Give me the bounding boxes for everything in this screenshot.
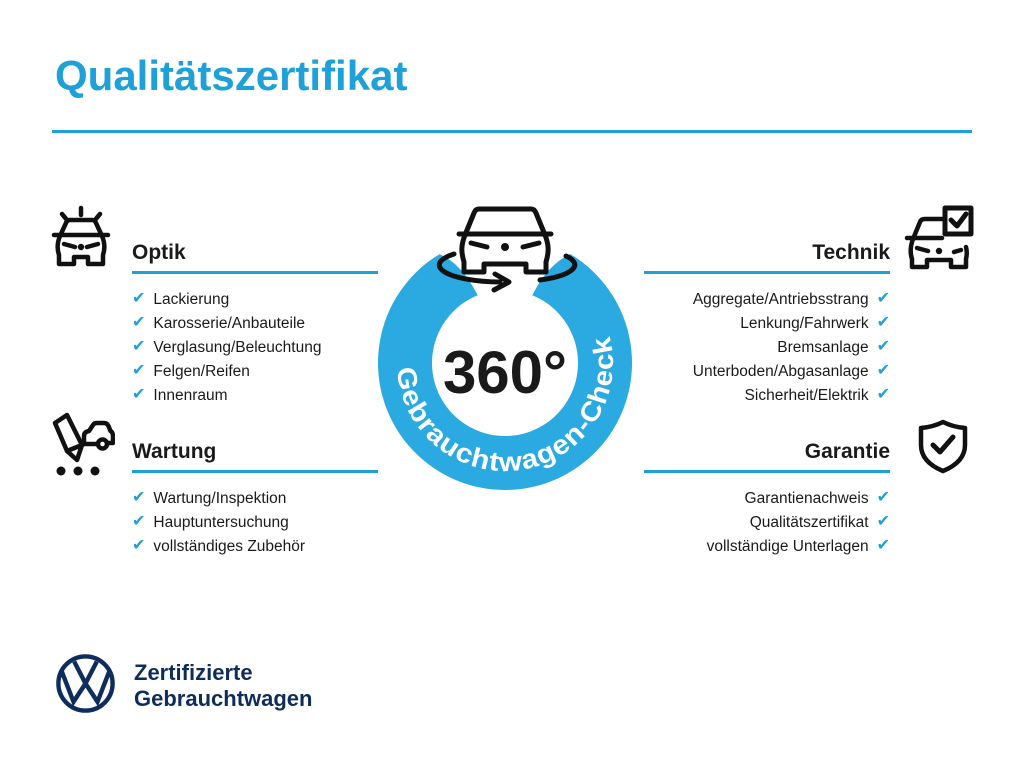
checklist-item: [644, 487, 890, 511]
footer-brand-text: [134, 660, 312, 712]
checklist-item: [644, 360, 890, 384]
check-icon: ✔: [132, 338, 146, 355]
check-icon: ✔: [132, 386, 146, 403]
title-divider: [52, 130, 972, 133]
checklist-item: [132, 312, 378, 336]
check-icon: ✔: [876, 362, 890, 379]
checklist-item-label: vollständige Unterlagen: [706, 538, 869, 555]
section-wartung-title: Wartung: [132, 440, 217, 463]
section-wartung: [132, 435, 378, 559]
check-icon: ✔: [876, 290, 890, 307]
check-icon: ✔: [132, 290, 146, 307]
sparkle-car-icon: [48, 204, 114, 272]
check-icon: ✔: [876, 314, 890, 331]
section-technik: [644, 236, 890, 408]
checklist-item-label: Garantienachweis: [744, 490, 869, 507]
badge-ring-label: Gebrauchtwagen-Check: [390, 335, 620, 478]
shield-check-icon: [917, 418, 969, 474]
checklist-item: [132, 535, 378, 559]
check-icon: ✔: [876, 386, 890, 403]
footer-brand-line1: Zertifizierte: [134, 660, 253, 685]
car-360-rotate-icon: [439, 209, 575, 290]
checklist-item: [644, 384, 890, 408]
page-title: Qualitätszertifikat: [55, 52, 408, 99]
section-technik-list: [644, 288, 890, 408]
checklist-item-label: Aggregate/Antriebsstrang: [692, 291, 869, 308]
footer-brand-line2: Gebrauchtwagen: [134, 686, 313, 711]
checklist-item: [644, 312, 890, 336]
checklist-item-label: Verglasung/Beleuchtung: [153, 339, 322, 356]
checklist-item-label: Hauptuntersuchung: [153, 514, 289, 531]
pencil-car-icon: [47, 408, 115, 480]
checklist-item: [644, 288, 890, 312]
section-divider: [644, 470, 890, 473]
checklist-item-label: Unterboden/Abgasanlage: [692, 363, 869, 380]
section-garantie: [644, 435, 890, 559]
checklist-item: [132, 384, 378, 408]
checklist-item-label: Innenraum: [153, 387, 228, 404]
vw-logo-icon: [54, 652, 117, 715]
section-technik-title: Technik: [812, 241, 890, 264]
car-checklist-icon: [903, 205, 975, 273]
section-divider: [132, 271, 378, 274]
checklist-item: [132, 336, 378, 360]
check-icon: ✔: [132, 513, 146, 530]
checklist-item-label: Wartung/Inspektion: [153, 490, 287, 507]
check-icon: ✔: [132, 314, 146, 331]
badge-360: [360, 185, 650, 505]
checklist-item: [132, 360, 378, 384]
check-icon: ✔: [876, 338, 890, 355]
checklist-item: [644, 336, 890, 360]
section-optik: [132, 236, 378, 408]
check-icon: ✔: [876, 489, 890, 506]
checklist-item: [132, 288, 378, 312]
check-icon: ✔: [876, 537, 890, 554]
check-icon: ✔: [876, 513, 890, 530]
section-divider: [132, 470, 378, 473]
check-icon: ✔: [132, 489, 146, 506]
section-wartung-list: [132, 487, 378, 559]
checklist-item: [132, 487, 378, 511]
checklist-item-label: Sicherheit/Elektrik: [744, 387, 869, 404]
section-garantie-list: [644, 487, 890, 559]
checklist-item-label: Lackierung: [153, 291, 230, 308]
section-optik-title: Optik: [132, 241, 186, 264]
checklist-item-label: Bremsanlage: [777, 339, 869, 356]
check-icon: ✔: [132, 362, 146, 379]
checklist-item-label: Lenkung/Fahrwerk: [740, 315, 869, 332]
checklist-item-label: vollständiges Zubehör: [153, 538, 306, 555]
checklist-item: [644, 535, 890, 559]
checklist-item-label: Karosserie/Anbauteile: [153, 315, 306, 332]
badge-value: 360°: [442, 339, 568, 406]
checklist-item-label: Qualitätszertifikat: [749, 514, 869, 531]
checklist-item: [132, 511, 378, 535]
checklist-item-label: Felgen/Reifen: [153, 363, 250, 380]
checklist-item: [644, 511, 890, 535]
section-divider: [644, 271, 890, 274]
section-garantie-title: Garantie: [804, 440, 890, 463]
section-optik-list: [132, 288, 378, 408]
check-icon: ✔: [132, 537, 146, 554]
